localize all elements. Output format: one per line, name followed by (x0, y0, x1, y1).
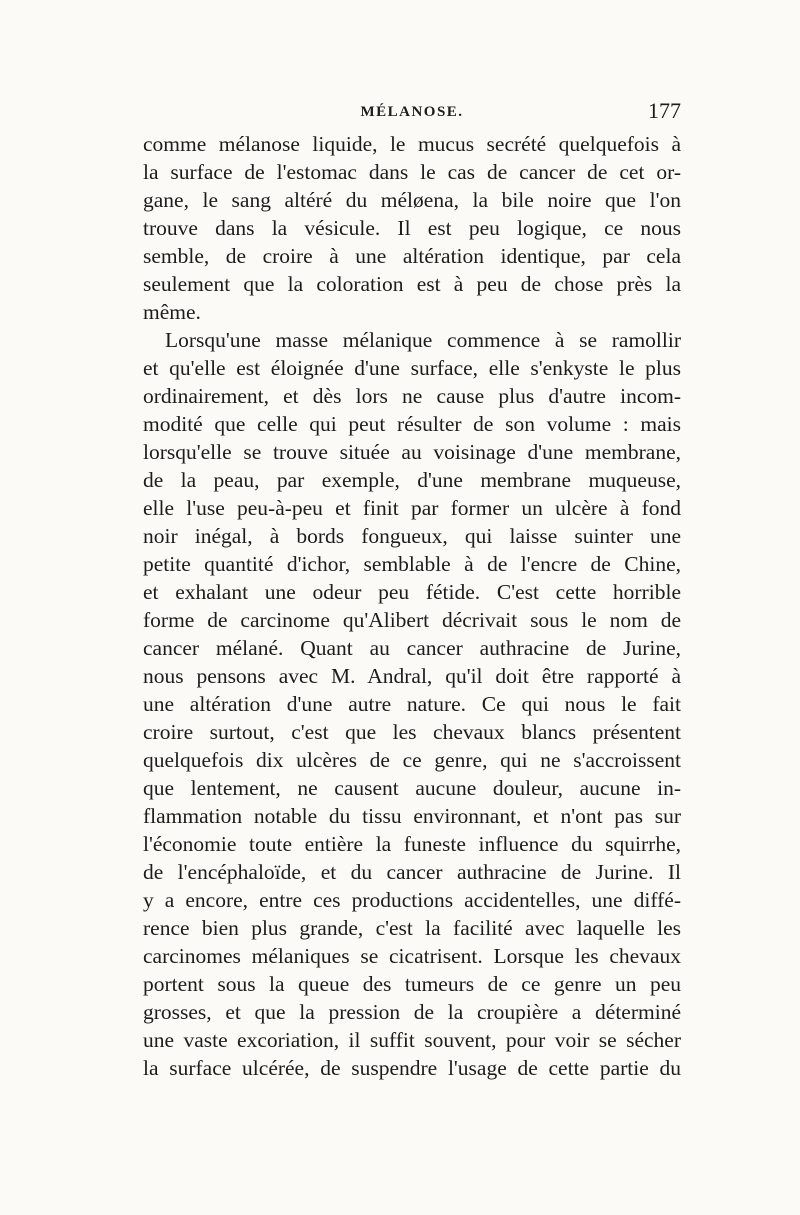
text-line: trouve dans la vésicule. Il est peu logique, ce nous (143, 216, 681, 240)
page-header (143, 98, 681, 128)
text-line: cancer mélané. Quant au cancer authracine de Jurine, (143, 636, 681, 660)
text-line: que lentement, ne causent aucune douleur, aucune in- (143, 776, 681, 800)
text-line: une vaste excoriation, il suffit souvent, pour voir se sécher (143, 1028, 681, 1052)
text-line: comme mélanose liquide, le mucus secrété quelquefois à (143, 132, 681, 156)
text-line: portent sous la queue des tumeurs de ce genre un peu (143, 972, 681, 996)
text-line: forme de carcinome qu'Alibert décrivait sous le nom de (143, 608, 681, 632)
text-line: modité que celle qui peut résulter de son volume : mais (143, 412, 681, 436)
text-line: de l'encéphaloïde, et du cancer authracine de Jurine. Il (143, 860, 681, 884)
text-line: et qu'elle est éloignée d'une surface, elle s'enkyste le plus (143, 356, 681, 380)
text-line: Lorsqu'une masse mélanique commence à se ramollir (165, 328, 681, 352)
text-line: flammation notable du tissu environnant, et n'ont pas sur (143, 804, 681, 828)
page-number: 177 (648, 98, 681, 123)
text-line: même. (143, 300, 201, 324)
body-text (143, 130, 681, 1082)
text-line: gane, le sang altéré du méløena, la bile noire que l'on (143, 188, 681, 212)
text-line: semble, de croire à une altération identique, par cela (143, 244, 681, 268)
text-line: l'économie toute entière la funeste influence du squirrhe, (143, 832, 681, 856)
text-line: une altération d'une autre nature. Ce qui nous le fait (143, 692, 681, 716)
text-line: grosses, et que la pression de la croupière a déterminé (143, 1000, 681, 1024)
text-line: seulement que la coloration est à peu de chose près la (143, 272, 681, 296)
text-line: carcinomes mélaniques se cicatrisent. Lorsque les chevaux (143, 944, 681, 968)
text-line: de la peau, par exemple, d'une membrane muqueuse, (143, 468, 681, 492)
running-head: MÉLANOSE. (360, 104, 464, 120)
text-line: rence bien plus grande, c'est la facilité avec laquelle les (143, 916, 681, 940)
text-line: nous pensons avec M. Andral, qu'il doit être rapporté à (143, 664, 681, 688)
text-line: elle l'use peu-à-peu et finit par former un ulcère à fond (143, 496, 681, 520)
text-line: petite quantité d'ichor, semblable à de l'encre de Chine, (143, 552, 681, 576)
text-line: la surface ulcérée, de suspendre l'usage de cette partie du (143, 1056, 681, 1080)
text-line: ordinairement, et dès lors ne cause plus d'autre incom- (143, 384, 681, 408)
text-line: quelquefois dix ulcères de ce genre, qui ne s'accroissent (143, 748, 681, 772)
text-line: noir inégal, à bords fongueux, qui laisse suinter une (143, 524, 681, 548)
text-line: la surface de l'estomac dans le cas de cancer de cet or- (143, 160, 681, 184)
text-line: croire surtout, c'est que les chevaux blancs présentent (143, 720, 681, 744)
text-line: y a encore, entre ces productions accidentelles, une diffé- (143, 888, 681, 912)
text-line: et exhalant une odeur peu fétide. C'est cette horrible (143, 580, 681, 604)
text-line: lorsqu'elle se trouve située au voisinage d'une membrane, (143, 440, 681, 464)
